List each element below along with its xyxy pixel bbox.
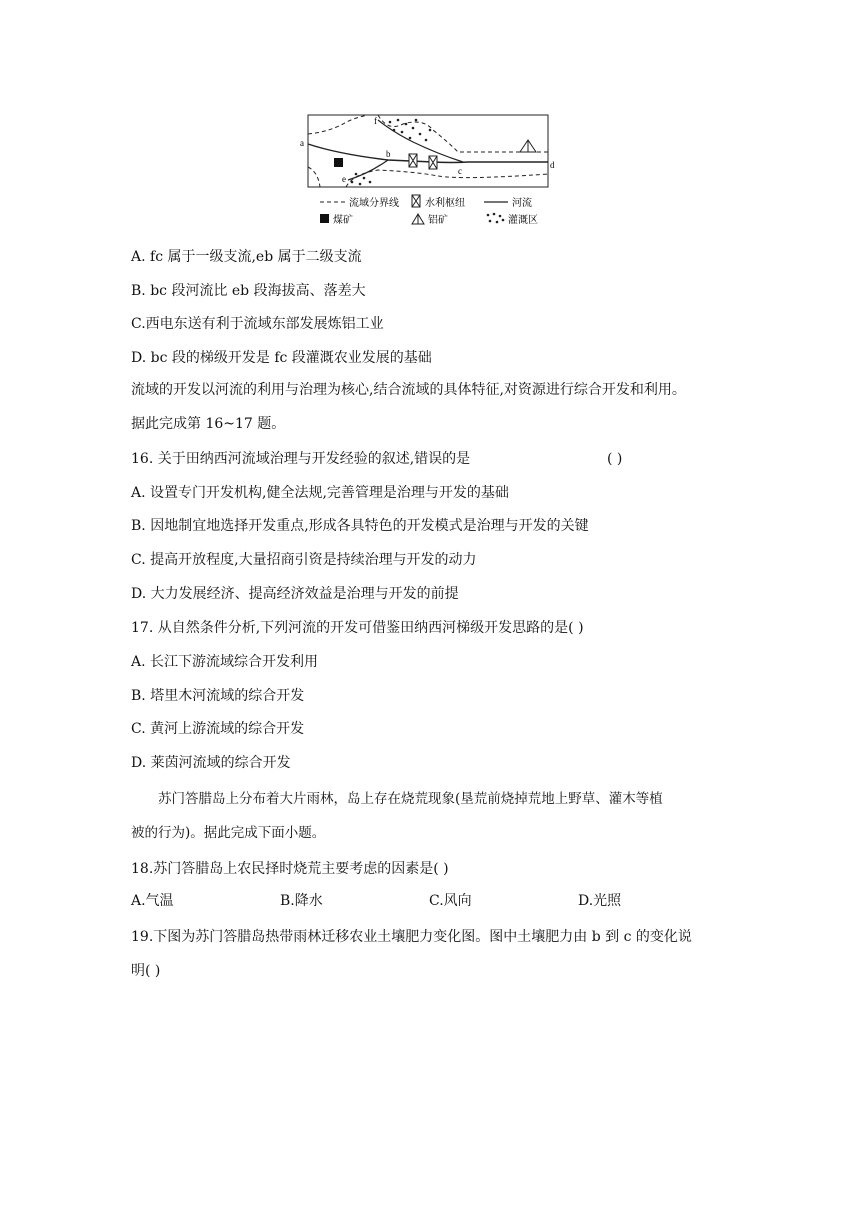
legend-irrigation-label: 灌溉区 (508, 215, 538, 226)
river-basin-map (298, 112, 560, 232)
q18-option-b: B.降水 (280, 893, 323, 909)
q16-option-c: C. 提高开放程度,大量招商引资是持续治理与开发的动力 (131, 552, 477, 568)
q17-option-c: C. 黄河上游流域的综合开发 (131, 721, 305, 737)
intro-18-19-line2: 被的行为)。据此完成下面小题。 (131, 825, 326, 841)
coal-mine-marker (334, 158, 343, 167)
q18-option-c: C.风向 (429, 893, 472, 909)
legend-coal-label: 煤矿 (333, 215, 353, 226)
q15-option-d: D. bc 段的梯级开发是 fc 段灌溉农业发展的基础 (131, 350, 432, 366)
legend-coal-symbol (320, 214, 329, 223)
intro-16-17-line1: 流域的开发以河流的利用与治理为核心,结合流域的具体特征,对资源进行综合开发和利用。 (131, 382, 686, 398)
point-label-a: a (300, 138, 304, 148)
point-label-e: e (342, 174, 346, 184)
dam-marker (409, 154, 417, 167)
q19-stem-line2: 明( ) (131, 963, 161, 979)
point-label-b: b (386, 149, 391, 159)
aluminum-mine-marker (520, 140, 536, 152)
point-label-c: c (458, 166, 462, 176)
intro-16-17-line2: 据此完成第 16~17 题。 (131, 416, 286, 432)
main-river (308, 144, 548, 163)
q16-stem: 16. 关于田纳西河流域治理与开发经验的叙述,错误的是 (131, 451, 471, 467)
q16-answer-paren: ( ) (607, 451, 623, 467)
legend-aluminum-symbol (412, 214, 424, 224)
basin-boundary-line (346, 170, 548, 187)
legend-river-label: 河流 (512, 198, 532, 209)
legend-dam-symbol (412, 195, 420, 207)
q16-option-a: A. 设置专门开发机构,健全法规,完善管理是治理与开发的基础 (131, 485, 509, 501)
point-label-d: d (550, 160, 555, 170)
q15-option-a: A. fc 属于一级支流,eb 属于二级支流 (131, 249, 362, 265)
point-label-f: f (374, 116, 377, 126)
irrigation-dots (351, 119, 432, 186)
q18-option-d: D.光照 (578, 893, 622, 909)
q16-option-d: D. 大力发展经济、提高经济效益是治理与开发的前提 (131, 586, 459, 602)
q17-stem: 17. 从自然条件分析,下列河流的开发可借鉴田纳西河梯级开发思路的是( ) (131, 620, 584, 636)
q17-option-b: B. 塔里木河流域的综合开发 (131, 688, 305, 704)
legend-boundary-label: 流域分界线 (349, 198, 399, 209)
q16-option-b: B. 因地制宜地选择开发重点,形成各具特色的开发模式是治理与开发的关键 (131, 518, 589, 534)
q15-option-c: C.西电东送有利于流域东部发展炼铝工业 (131, 316, 384, 332)
legend-dam-label: 水利枢纽 (425, 198, 465, 209)
q18-stem: 18.苏门答腊岛上农民择时烧荒主要考虑的因素是( ) (131, 861, 449, 877)
q19-stem-line1: 19.下图为苏门答腊岛热带雨林迁移农业土壤肥力变化图。图中土壤肥力由 b 到 c 的变化说 (131, 929, 692, 945)
q17-option-d: D. 莱茵河流域的综合开发 (131, 755, 291, 771)
q18-option-a: A.气温 (131, 893, 174, 909)
basin-boundary-line (308, 115, 368, 134)
legend-irrigation-symbol (487, 213, 505, 224)
dam-marker (429, 156, 437, 169)
q15-option-b: B. bc 段河流比 eb 段海拔高、落差大 (131, 283, 366, 299)
tributary-eb (348, 160, 388, 180)
q17-option-a: A. 长江下游流域综合开发利用 (131, 654, 319, 670)
basin-boundary-line (378, 115, 548, 152)
legend-aluminum-label: 铝矿 (428, 215, 448, 226)
intro-18-19-line1: 苏门答腊岛上分布着大片雨林，岛上存在烧荒现象(垦荒前烧掉荒地上野草、灌木等植 (158, 791, 663, 807)
basin-boundary-line (308, 167, 320, 187)
